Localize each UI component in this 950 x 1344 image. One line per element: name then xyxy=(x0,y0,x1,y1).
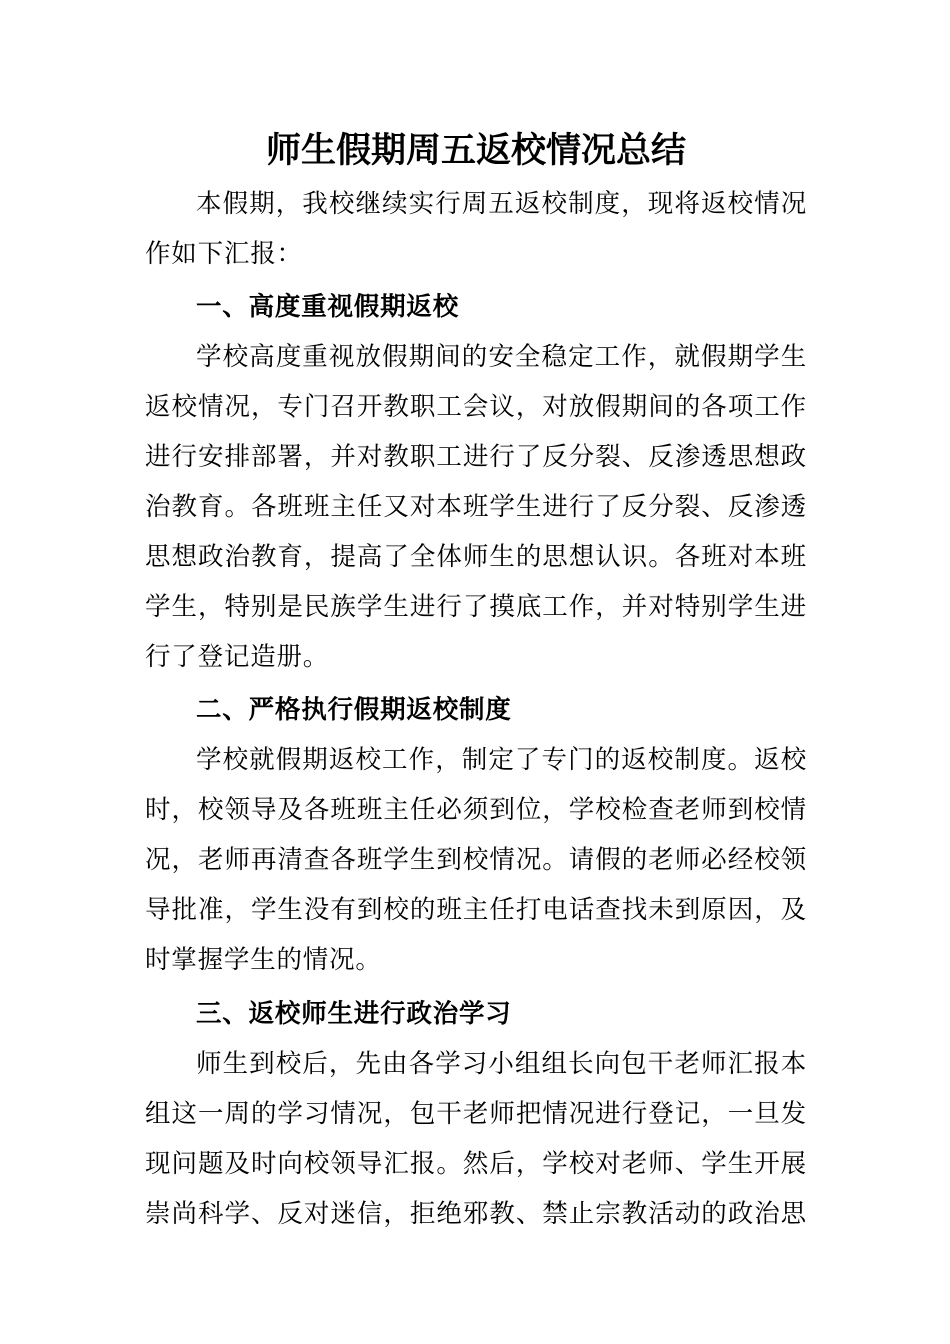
text-line: 返校情况，专门召开教职工会议，对放假期间的各项工作 xyxy=(145,392,807,422)
text-line: 学校就假期返校工作，制定了专门的返校制度。返校 xyxy=(196,745,807,775)
document-title: 师生假期周五返校情况总结 xyxy=(265,130,686,171)
text-line: 时，校领导及各班班主任必须到位，学校检查老师到校情 xyxy=(145,795,807,825)
text-line: 组这一周的学习情况，包干老师把情况进行登记，一旦发 xyxy=(145,1099,807,1129)
text-line: 行了登记造册。 xyxy=(145,642,330,672)
text-line: 师生到校后，先由各学习小组组长向包干老师汇报本 xyxy=(196,1049,807,1079)
text-line: 作如下汇报： xyxy=(145,239,303,269)
text-line: 学校高度重视放假期间的安全稳定工作，就假期学生 xyxy=(196,342,807,372)
text-line: 本假期，我校继续实行周五返校制度，现将返校情况 xyxy=(196,189,807,219)
text-line: 况，老师再清查各班学生到校情况。请假的老师必经校领 xyxy=(145,845,807,875)
text-line: 思想政治教育，提高了全体师生的思想认识。各班对本班 xyxy=(145,542,807,572)
section-heading-3: 三、返校师生进行政治学习 xyxy=(196,999,512,1029)
text-line: 时掌握学生的情况。 xyxy=(145,945,382,975)
section-paragraph-2 xyxy=(145,735,807,985)
text-line: 学生，特别是民族学生进行了摸底工作，并对特别学生进 xyxy=(145,592,807,622)
document-page xyxy=(145,123,807,1239)
section-paragraph-3 xyxy=(145,1039,807,1239)
section-heading-1: 一、高度重视假期返校 xyxy=(196,292,460,322)
section-paragraph-1 xyxy=(145,332,807,682)
intro-paragraph xyxy=(145,179,807,279)
text-line: 进行安排部署，并对教职工进行了反分裂、反渗透思想政 xyxy=(145,442,807,472)
text-line: 治教育。各班班主任又对本班学生进行了反分裂、反渗透 xyxy=(145,492,807,522)
section-heading-2: 二、严格执行假期返校制度 xyxy=(196,695,512,725)
text-line: 导批准，学生没有到校的班主任打电话查找未到原因，及 xyxy=(145,895,807,925)
text-line: 现问题及时向校领导汇报。然后，学校对老师、学生开展 xyxy=(145,1149,807,1179)
text-line: 崇尚科学、反对迷信，拒绝邪教、禁止宗教活动的政治思 xyxy=(145,1199,807,1229)
